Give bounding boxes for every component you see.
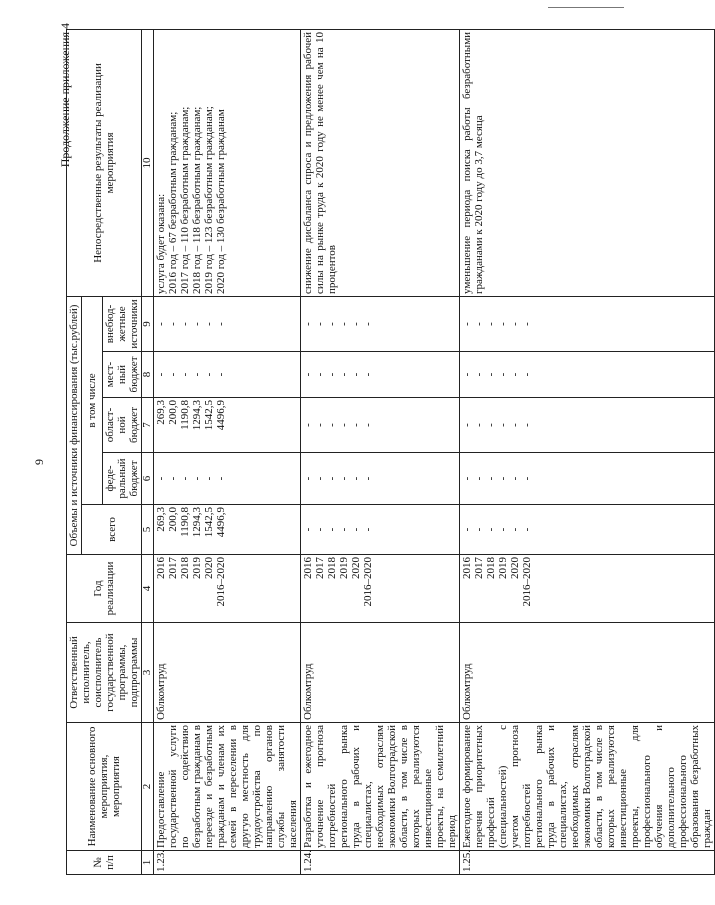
- table-row: [154, 29, 301, 874]
- row-years: 2016 2017 2018 2019 2020 2016–2020: [460, 555, 715, 623]
- row-result: услуга будет оказана: 2016 год – 67 безработным гражданам; 2017 год – 110 безработным гражданам; 2018 год – 118 безработным гражданам; 2019 год – 123 безработным гражданам; 2020 год – 130 безработным гражданам: [154, 29, 301, 296]
- row-name: Разработка и ежегодное уточнение прогноза потребностей регионального рынка труда в рабочих и специалистах, необходимых отраслям экономики Волгоградской области, в том числе в которых реализуются инвестиционные проекты, на семилетний период: [301, 723, 460, 851]
- row-num: 1.24.: [301, 851, 460, 875]
- row-executor: Облкомтруд: [154, 623, 301, 723]
- col-number: 5: [142, 505, 154, 555]
- header-funding: Объемы и источники финансирования (тыс.рублей): [67, 296, 82, 554]
- row-total: - - - - - -: [460, 505, 715, 555]
- col-number: 2: [142, 723, 154, 851]
- header-year: Год реализации: [67, 555, 142, 623]
- row-local: - - - - - -: [154, 352, 301, 398]
- col-number: 3: [142, 623, 154, 723]
- header-num: № п/п: [67, 851, 142, 875]
- header-name: Наименование основного мероприятия, мероприятия: [67, 723, 142, 851]
- col-number: 6: [142, 453, 154, 505]
- program-table: [66, 29, 715, 875]
- header-regional: област-ной бюджет: [103, 398, 142, 453]
- row-years: 2016 2017 2018 2019 2020 2016–2020: [154, 555, 301, 623]
- col-number: 7: [142, 398, 154, 453]
- header-federal: феде-ральный бюджет: [103, 453, 142, 505]
- header-including: в том числе: [82, 296, 103, 504]
- row-local: - - - - - -: [460, 352, 715, 398]
- header-results: Непосредственные результаты реализации мероприятия: [67, 29, 142, 296]
- col-number: 4: [142, 555, 154, 623]
- continuation-label: Продолжение приложения 4: [58, 23, 72, 168]
- col-number: 8: [142, 352, 154, 398]
- row-regional: 269,3 200,0 1190,8 1294,3 1542,5 4496,9: [154, 398, 301, 453]
- header-local: мест-ный бюджет: [103, 352, 142, 398]
- row-extra: - - - - - -: [301, 296, 460, 351]
- row-total: 269,3 200,0 1190,8 1294,3 1542,5 4496,9: [154, 505, 301, 555]
- row-extra: - - - - - -: [154, 296, 301, 351]
- page-number: 9: [32, 459, 46, 465]
- row-regional: - - - - - -: [460, 398, 715, 453]
- table-row: [301, 29, 460, 874]
- header-extra: внебюд-жетные источники: [103, 296, 142, 351]
- header-executor: Ответственный исполнитель, соисполнитель государственной программы, подпрограммы: [67, 623, 142, 723]
- header-total: всего: [82, 505, 142, 555]
- table-row: [460, 29, 715, 874]
- row-federal: - - - - - -: [154, 453, 301, 505]
- row-num: 1.25.: [460, 851, 715, 875]
- row-federal: - - - - - -: [301, 453, 460, 505]
- row-name: Ежегодное формирование перечня приоритетных профессий (специальностей) с учетом прогноза потребностей регионального рынка труда в рабочих и специалистах, необходимых отраслям экономики Волгоградской области, в том числе в которых реализуются инвестиционные проекты, для профессионального обучения и дополнительного профессионального образования безработных граждан: [460, 723, 715, 851]
- row-regional: - - - - - -: [301, 398, 460, 453]
- row-executor: Облкомтруд: [301, 623, 460, 723]
- row-extra: - - - - - -: [460, 296, 715, 351]
- row-name: Предоставление государственной услуги по содействию безработным гражданам в переезде и безработным гражданам и членам их семей в переселении в другую местность для трудоустройства по направлению органов службы занятости населения: [154, 723, 301, 851]
- row-executor: Облкомтруд: [460, 623, 715, 723]
- col-number: 10: [142, 29, 154, 296]
- row-result: уменьшение периода поиска работы безработными гражданами к 2020 году до 3,7 месяца: [460, 29, 715, 296]
- row-years: 2016 2017 2018 2019 2020 2016–2020: [301, 555, 460, 623]
- row-num: 1.23.: [154, 851, 301, 875]
- row-total: - - - - - -: [301, 505, 460, 555]
- col-number: 1: [142, 851, 154, 875]
- row-federal: - - - - - -: [460, 453, 715, 505]
- row-result: снижение дисбаланса спроса и предложения рабочей силы на рынке труда к 2020 году не менее чем на 10 процентов: [301, 29, 460, 296]
- row-local: - - - - - -: [301, 352, 460, 398]
- col-number: 9: [142, 296, 154, 351]
